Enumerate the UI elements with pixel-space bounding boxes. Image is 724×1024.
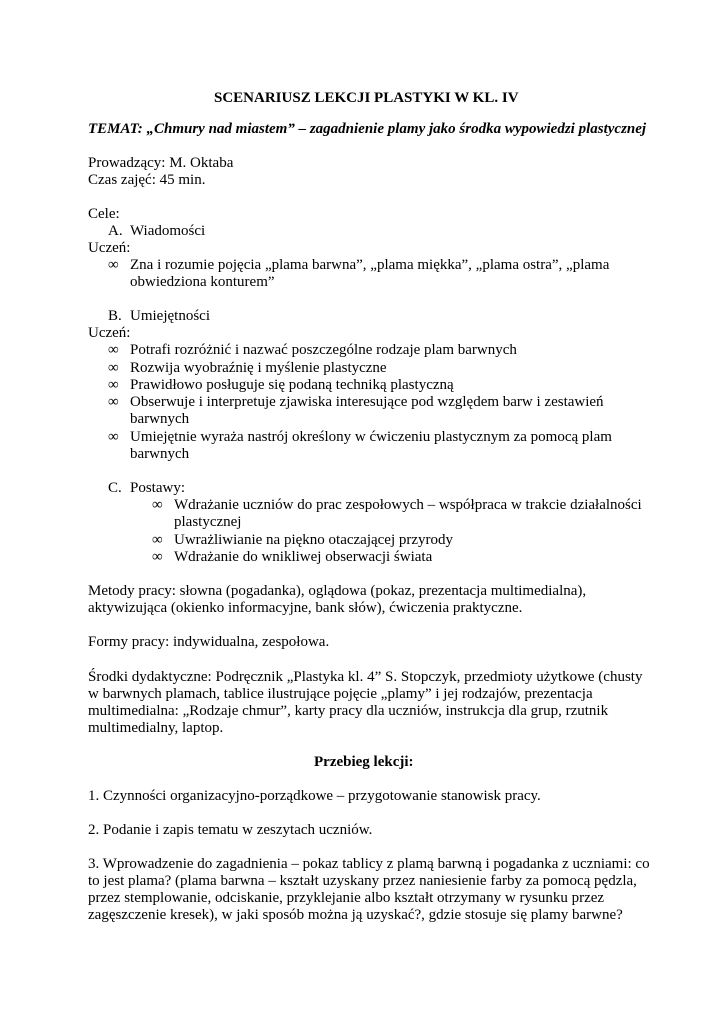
- methods-line: Metody pracy: słowna (pogadanka), oglądowa (pokaz, prezentacja multimedialna),: [88, 583, 587, 599]
- bullet-icon: ∞: [108, 377, 119, 393]
- means-line: multimedialny, laptop.: [88, 720, 224, 736]
- section-b-item: Prawidłowo posługuje się podaną techniką plastyczną: [130, 377, 454, 393]
- bullet-icon: ∞: [152, 532, 163, 548]
- section-c-item-cont: plastycznej: [174, 514, 242, 530]
- bullet-icon: ∞: [108, 394, 119, 410]
- bullet-icon: ∞: [108, 257, 119, 273]
- section-b-marker: B.: [108, 308, 122, 324]
- section-c-item: Wdrażanie uczniów do prac zespołowych – współpraca w trakcie działalności: [174, 497, 642, 513]
- duration-line: Czas zajęć: 45 min.: [88, 172, 206, 188]
- step-line: 2. Podanie i zapis tematu w zeszytach uczniów.: [88, 822, 373, 838]
- step-line: przez stemplowanie, odciskanie, przyklejanie albo kształt otrzymany w rysunku przez: [88, 890, 605, 906]
- section-a-student-label: Uczeń:: [88, 240, 131, 256]
- section-c-marker: C.: [108, 480, 122, 496]
- section-c-item: Uwrażliwianie na piękno otaczającej przyrody: [174, 532, 454, 548]
- section-b-item: Obserwuje i interpretuje zjawiska interesujące pod względem barw i zestawień: [130, 394, 604, 410]
- bullet-icon: ∞: [108, 342, 119, 358]
- bullet-icon: ∞: [108, 360, 119, 376]
- section-b-item-cont: barwnych: [130, 411, 190, 427]
- step-line: to jest plama? (plama barwna – kształt uzyskany przez naniesienie farby za pomocą pędzla,: [88, 873, 637, 889]
- section-b-title: Umiejętności: [130, 308, 210, 324]
- bullet-icon: ∞: [152, 549, 163, 565]
- section-c-item: Wdrażanie do wnikliwej obserwacji świata: [174, 549, 433, 565]
- step-line: zagęszczenie kresek), w jaki sposób można ją uzyskać?, gdzie stosuje się plamy barwne?: [88, 907, 623, 923]
- course-heading: Przebieg lekcji:: [314, 754, 414, 770]
- means-line: multimedialna: „Rodzaje chmur”, karty pracy dla uczniów, instrukcja dla grup, rzutnik: [88, 703, 609, 719]
- section-b-item-cont: barwnych: [130, 446, 190, 462]
- section-b-student-label: Uczeń:: [88, 325, 131, 341]
- forms-line: Formy pracy: indywidualna, zespołowa.: [88, 634, 330, 650]
- section-a-item: Zna i rozumie pojęcia „plama barwna”, „plama miękka”, „plama ostra”, „plama: [130, 257, 610, 273]
- lesson-topic: TEMAT: „Chmury nad miastem” – zagadnienie plamy jako środka wypowiedzi plastycznej: [88, 121, 647, 137]
- methods-line: aktywizująca (okienko informacyjne, bank słów), ćwiczenia praktyczne.: [88, 600, 523, 616]
- section-a-title: Wiadomości: [130, 223, 206, 239]
- step-line: 3. Wprowadzenie do zagadnienia – pokaz tablicy z plamą barwną i pogadanka z uczniami: co: [88, 856, 650, 872]
- teacher-line: Prowadzący: M. Oktaba: [88, 155, 234, 171]
- document-title: SCENARIUSZ LEKCJI PLASTYKI W KL. IV: [214, 90, 519, 106]
- section-b-item: Rozwija wyobraźnię i myślenie plastyczne: [130, 360, 387, 376]
- section-b-item: Umiejętnie wyraża nastrój określony w ćwiczeniu plastycznym za pomocą plam: [130, 429, 612, 445]
- goals-label: Cele:: [88, 206, 120, 222]
- section-a-marker: A.: [108, 223, 123, 239]
- bullet-icon: ∞: [108, 429, 119, 445]
- section-b-item: Potrafi rozróżnić i nazwać poszczególne rodzaje plam barwnych: [130, 342, 517, 358]
- means-line: w barwnych plamach, tablice ilustrujące pojęcie „plamy” i jej rodzajów, prezentacja: [88, 686, 593, 702]
- step-line: 1. Czynności organizacyjno-porządkowe – przygotowanie stanowisk pracy.: [88, 788, 541, 804]
- bullet-icon: ∞: [152, 497, 163, 513]
- section-c-title: Postawy:: [130, 480, 186, 496]
- means-line: Środki dydaktyczne: Podręcznik „Plastyka kl. 4” S. Stopczyk, przedmioty użytkowe (chusty: [88, 669, 643, 685]
- section-a-item-cont: obwiedziona konturem”: [130, 274, 275, 290]
